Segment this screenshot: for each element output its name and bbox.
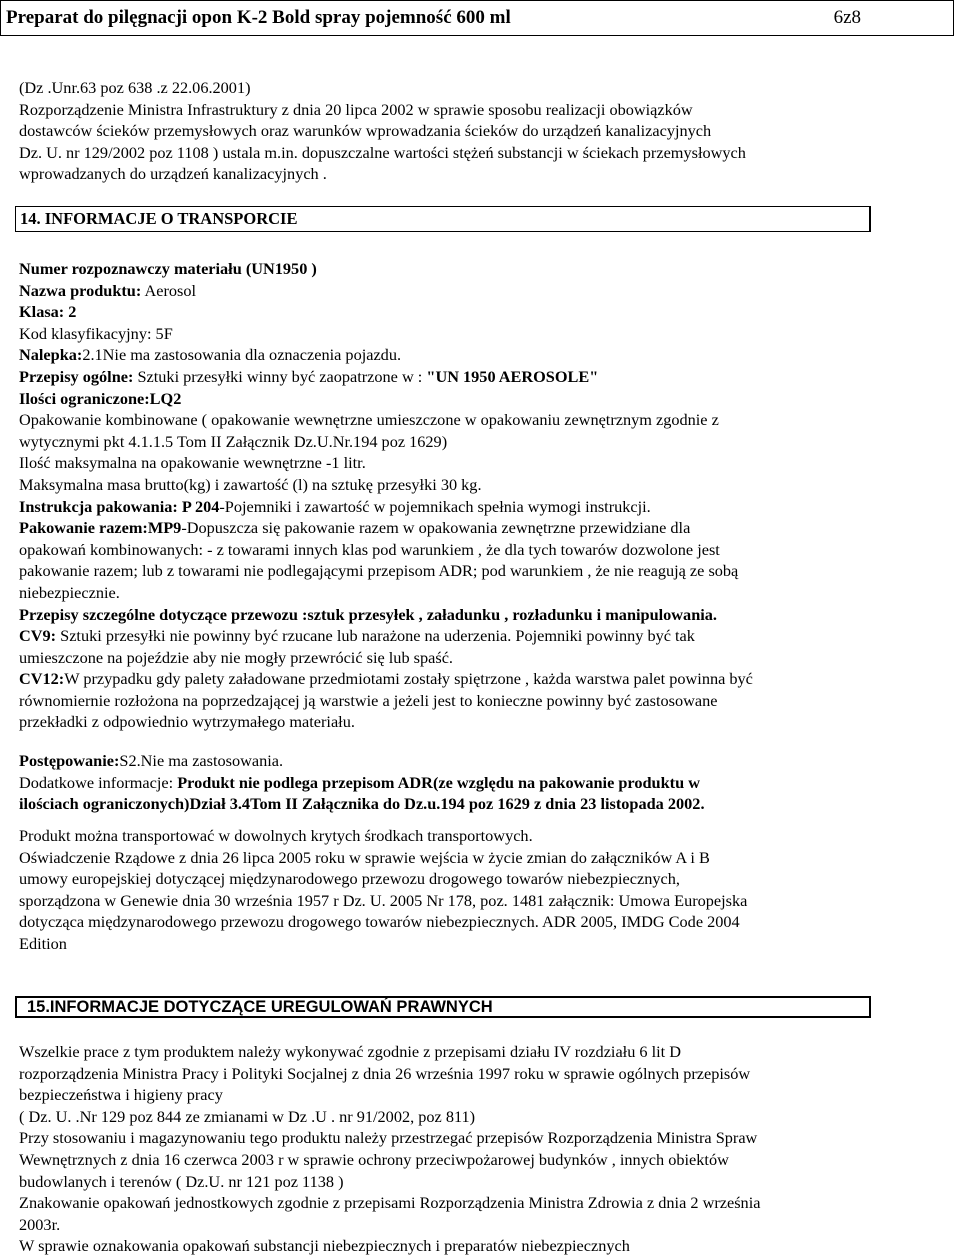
instruction-value: -Pojemniki i zawartość w pojemnikach spełnia wymogi instrukcji. — [219, 496, 651, 516]
max-gross-line: Maksymalna masa brutto(kg) i zawartość (l) na sztukę przesyłki 30 kg. — [19, 474, 482, 494]
general-value: Sztuki przesyłki winny być zaopatrzone w : — [133, 366, 423, 386]
intro-line: dostawców ścieków przemysłowych oraz warunków wprowadzania ścieków do urządzeń kanalizacyjnych — [19, 121, 712, 141]
transport-line: umowy europejskiej dotyczącej międzynarodowego przewozu drogowego towarów niebezpiecznych, — [19, 869, 680, 889]
limited-quantities: Ilości ograniczone:LQ2 — [19, 388, 182, 408]
procedure-line — [19, 750, 954, 772]
transport-line: sporządzona w Genewie dnia 30 września 1957 r Dz. U. 2005 Nr 178, poz. 1481 załącznik: Umowa Europejska — [19, 890, 748, 910]
transport-line: dotycząca międzynarodowego przewozu drogowego towarów niebezpiecznych. ADR 2005, IMDG Code 2004 — [19, 912, 740, 932]
label-value: 2.1Nie ma zastosowania dla oznaczenia pojazdu. — [82, 345, 402, 365]
procedure-block — [19, 750, 954, 815]
intro-block — [19, 77, 954, 185]
general-marking: "UN 1950 AEROSOLE" — [426, 366, 599, 386]
extra-info-value: Produkt nie podlega przepisom ADR(ze względu na pakowanie produktu w — [173, 772, 700, 792]
intro-line: (Dz .Unr.63 poz 638 .z 22.06.2001) — [19, 78, 251, 97]
regulation-line: bezpieczeństwa i higieny pracy — [19, 1085, 223, 1105]
transport-line: Edition — [19, 933, 67, 953]
max-inner-line: Ilość maksymalna na opakowanie wewnętrzne -1 litr. — [19, 453, 366, 473]
document-title: Preparat do pilęgnacji opon K-2 Bold spray pojemność 600 ml — [6, 7, 511, 28]
regulation-line: Znakowanie opakowań jednostkowych zgodnie z przepisami Rozporządzenia Ministra Zdrowia z dnia 2 września — [19, 1193, 761, 1213]
intro-line: wprowadzanych do urządzeń kanalizacyjnych . — [19, 164, 327, 184]
regulation-line: Wewnętrznych z dnia 16 czerwca 2003 r w sprawie ochrony przeciwpożarowej budynków , innych obiektów — [19, 1149, 729, 1169]
extra-info-line — [19, 772, 954, 794]
instruction-label: Instrukcja pakowania: P 204 — [19, 496, 220, 516]
section-14-body — [19, 258, 954, 733]
cv12-line — [19, 668, 954, 690]
transport-block — [19, 825, 954, 955]
instruction-line — [19, 496, 954, 518]
cv9-value: Sztuki przesyłki nie powinny być rzucane lub narażone na uderzenia. Pojemniki powinny być tak — [56, 626, 695, 646]
label-label: Nalepka: — [19, 345, 83, 365]
packaging-line: Opakowanie kombinowane ( opakowanie wewnętrzne umieszczone w opakowaniu zewnętrznym zgodnie z — [19, 410, 719, 430]
intro-line: Rozporządzenie Ministra Infrastruktury z dnia 20 lipca 2002 w sprawie sposobu realizacji obowiązków — [19, 99, 693, 119]
general-label: Przepisy ogólne: — [19, 366, 134, 386]
class-line: Klasa: 2 — [19, 302, 77, 322]
document-header — [0, 0, 954, 36]
mixed-packing-line: pakowanie razem; lub z towarami nie podlegającymi przepisom ADR; pod warunkiem , że nie reagują ze sobą — [19, 561, 739, 581]
cv9-label: CV9: — [19, 626, 57, 646]
special-provisions: Przepisy szczególne dotyczące przewozu :sztuk przesyłek , załadunku , rozładunku i manipulowania. — [19, 604, 717, 624]
extra-info-line: ilościach ograniczonych)Dział 3.4Tom II Załącznika do Dz.u.194 poz 1629 z dnia 23 listopada 2002. — [19, 794, 705, 814]
regulation-line: rozporządzenia Ministra Pracy i Polityki Socjalnej z dnia 26 września 1997 roku w sprawie ogólnych przepisów — [19, 1063, 751, 1083]
mixed-packing-label: Pakowanie razem:MP9 — [19, 518, 182, 538]
cv12-line: przekładki z odpowiednio wytrzymałego materiału. — [19, 712, 355, 732]
cv9-line — [19, 625, 954, 647]
section-14-heading: 14. INFORMACJE O TRANSPORCIE — [15, 206, 871, 232]
mixed-packing-value: -Dopuszcza się pakowanie razem w opakowania zewnętrzne przewidziane dla — [181, 518, 691, 538]
section-15-heading: 15.INFORMACJE DOTYCZĄCE UREGULOWAŃ PRAWNYCH — [15, 996, 871, 1018]
mixed-packing-line — [19, 517, 954, 539]
cv12-line: równomiernie rozłożona na poprzedzającej ją warstwie a jeżeli jest to konieczne powinny być zastosowane — [19, 690, 718, 710]
regulation-line: Wszelkie prace z tym produktem należy wykonywać zgodnie z przepisami działu IV rozdziału 6 lit D — [19, 1042, 682, 1061]
cv12-label: CV12: — [19, 669, 65, 689]
product-name-line — [19, 280, 954, 302]
regulation-line: Przy stosowaniu i magazynowaniu tego produktu należy przestrzegać przepisów Rozporządzenia Ministra Spraw — [19, 1128, 758, 1148]
cv9-line: umieszczone na pojeździe aby nie mogły przewrócić się lub spaść. — [19, 647, 453, 667]
product-name-label: Nazwa produktu: — [19, 280, 142, 300]
transport-line: Produkt można transportować w dowolnych krytych środkach transportowych. — [19, 826, 533, 845]
cv12-value: W przypadku gdy palety załadowane przedmiotami zostały spiętrzone , każda warstwa palet powinna być — [64, 669, 753, 689]
general-line — [19, 366, 954, 388]
code-line: Kod klasyfikacyjny: 5F — [19, 323, 173, 343]
regulation-line: W sprawie oznakowania opakowań substancji niebezpiecznych i preparatów niebezpiecznych — [19, 1236, 630, 1256]
transport-line: Oświadczenie Rządowe z dnia 26 lipca 2005 roku w sprawie wejścia w życie zmian do załączników A i B — [19, 847, 710, 867]
regulation-line: 2003r. — [19, 1214, 61, 1234]
page-number: 6z8 — [833, 7, 861, 28]
label-line — [19, 344, 954, 366]
un-number: Numer rozpoznawczy materiału (UN1950 ) — [19, 259, 317, 278]
intro-line: Dz. U. nr 129/2002 poz 1108 ) ustala m.in. dopuszczalne wartości stężeń substancji w ściekach przemysłowych — [19, 142, 746, 162]
mixed-packing-line: niebezpiecznie. — [19, 582, 120, 602]
packaging-line: wytycznymi pkt 4.1.1.5 Tom II Załącznik Dz.U.Nr.194 poz 1629) — [19, 431, 448, 451]
product-name-value: Aerosol — [141, 280, 197, 300]
extra-info-label: Dodatkowe informacje: — [19, 772, 174, 792]
regulation-line: ( Dz. U. .Nr 129 poz 844 ze zmianami w Dz .U . nr 91/2002, poz 811) — [19, 1106, 476, 1126]
mixed-packing-line: opakowań kombinowanych: - z towarami innych klas pod warunkiem , że dla tych towarów dozwolone jest — [19, 539, 720, 559]
procedure-value: S2.Nie ma zastosowania. — [119, 751, 284, 770]
section-15-body — [19, 1041, 954, 1257]
procedure-label: Postępowanie: — [19, 751, 120, 770]
regulation-line: budowlanych i terenów ( Dz.U. nr 121 poz 1138 ) — [19, 1171, 344, 1191]
